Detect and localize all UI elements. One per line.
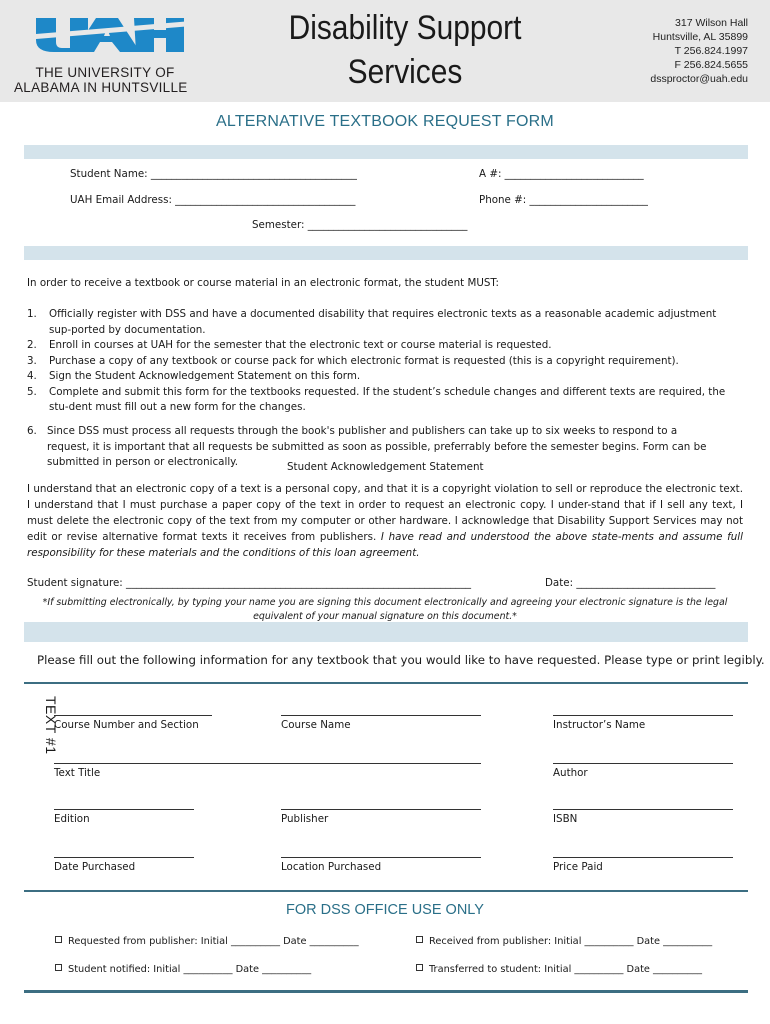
edition-line[interactable] <box>54 809 194 810</box>
divider <box>24 890 748 892</box>
office-item-text: Received from publisher: Initial __________ Date __________ <box>429 936 713 947</box>
office-use-title: FOR DSS OFFICE USE ONLY <box>286 902 484 918</box>
date-purchased-line[interactable] <box>54 857 194 858</box>
ack-title: Student Acknowledgement Statement <box>287 461 484 473</box>
email-line: dssproctor@uah.edu <box>650 73 748 85</box>
email-field[interactable]: UAH Email Address: ___________________________________ <box>70 194 356 206</box>
uah-logo <box>14 12 214 96</box>
date-purchased-label: Date Purchased <box>54 861 136 873</box>
course-name-line[interactable] <box>281 715 481 716</box>
divider <box>24 990 748 993</box>
title-line-1: Disability Support <box>288 9 522 47</box>
text-block-label: TEXT #1 <box>43 696 59 755</box>
checkbox[interactable] <box>55 936 62 943</box>
course-number-label: Course Number and Section <box>54 719 199 731</box>
location-purchased-label: Location Purchased <box>281 861 382 873</box>
requirements-list <box>27 307 741 416</box>
office-item-received[interactable] <box>416 936 712 947</box>
phone-field[interactable]: Phone #: _______________________ <box>479 194 648 206</box>
list-number: 4. <box>27 370 37 382</box>
contact-address <box>600 16 748 86</box>
text-title-line[interactable] <box>54 763 481 764</box>
list-item <box>27 385 741 416</box>
fill-instruction: Please fill out the following information for any textbook that you would like to have requested. Please type or print legibly. <box>37 653 765 667</box>
location-purchased-line[interactable] <box>281 857 481 858</box>
student-name-field[interactable]: Student Name: ________________________________________ <box>70 168 357 180</box>
ack-italic-text: I have read and understood the above state-ments and assume full responsibility for these materials and the conditions of this loan agreement. <box>27 531 743 559</box>
ack-text: I understand that an electronic copy of a text is a personal copy, and that it is a copyright violation to sell or reproduce the electronic text. I understand that I must purchase a paper copy of the text in order to request an electronic copy. I under-stand that if I sell any text, I must delete the electronic copy of the text from my computer or other hardware. I acknowledge that Disability Support Services may not edit or revise alternative format texts it receives from publishers. <box>27 483 743 543</box>
section-band <box>24 145 748 159</box>
semester-field[interactable]: Semester: _______________________________ <box>252 219 468 231</box>
signature-date-field[interactable]: Date: ___________________________ <box>545 577 716 589</box>
list-text: Purchase a copy of any textbook or course pack for which electronic format is requested (this is a copyright requirement). <box>49 354 679 367</box>
checkbox[interactable] <box>55 964 62 971</box>
list-number: 3. <box>27 354 37 367</box>
course-name-label: Course Name <box>281 719 351 731</box>
list-number: 5. <box>27 385 37 398</box>
list-item <box>27 354 741 370</box>
instructor-line[interactable] <box>553 715 733 716</box>
publisher-line[interactable] <box>281 809 481 810</box>
office-item-text: Requested from publisher: Initial __________ Date __________ <box>68 936 359 947</box>
publisher-label: Publisher <box>281 813 329 825</box>
address-line: 317 Wilson Hall <box>675 17 748 29</box>
office-item-text: Transferred to student: Initial __________ Date __________ <box>429 964 703 975</box>
address-line: Huntsville, AL 35899 <box>652 31 748 43</box>
course-number-line[interactable] <box>54 715 212 716</box>
ack-statement <box>27 481 743 561</box>
office-item-requested[interactable] <box>55 936 359 947</box>
list-item <box>27 307 741 338</box>
list-text: Since DSS must process all requests through the book's publisher and publishers can take up to six weeks to respond to a request, it is important that all requests be submitted as soon as possible, preferrably before the semester begins. Form can be submitted in person or electronically. <box>47 425 707 468</box>
isbn-line[interactable] <box>553 809 733 810</box>
list-item <box>27 338 741 354</box>
electronic-signature-note: *If submitting electronically, by typing your name you are signing this document electronically and agreeing your electronic signature is the legal equivalent of your manual signature on this document.* <box>42 597 728 622</box>
list-text: Sign the Student Acknowledgement Statement on this form. <box>49 370 361 382</box>
list-text: Officially register with DSS and have a documented disability that requires electronic texts as a reasonable academic adjustment sup-ported by documentation. <box>49 308 717 336</box>
checkbox[interactable] <box>416 964 423 971</box>
price-paid-label: Price Paid <box>553 861 603 873</box>
office-item-text: Student notified: Initial __________ Date __________ <box>68 964 312 975</box>
list-item <box>27 369 741 385</box>
intro-text: In order to receive a textbook or course material in an electronic format, the student MUST: <box>27 277 500 289</box>
price-paid-line[interactable] <box>553 857 733 858</box>
list-number: 2. <box>27 339 37 351</box>
fax-line: F 256.824.5655 <box>674 59 748 71</box>
instructor-label: Instructor’s Name <box>553 719 646 731</box>
divider <box>24 682 748 684</box>
title-line-2: Services <box>347 53 463 91</box>
author-line[interactable] <box>553 763 733 764</box>
edition-label: Edition <box>54 813 90 825</box>
list-text: Complete and submit this form for the textbooks requested. If the student’s schedule changes and different texts are required, the stu-dent must fill out a new form for the changes. <box>49 385 726 413</box>
list-number: 6. <box>27 425 37 437</box>
a-number-field[interactable]: A #: ___________________________ <box>479 168 644 180</box>
author-label: Author <box>553 767 588 779</box>
form-title: ALTERNATIVE TEXTBOOK REQUEST FORM <box>216 113 554 130</box>
isbn-label: ISBN <box>553 813 578 825</box>
logo-line-2: ALABAMA IN HUNTSVILLE <box>14 80 188 95</box>
signature-field[interactable]: Student signature: ___________________________________________________________________ <box>27 577 471 589</box>
page-title <box>286 6 524 94</box>
list-text: Enroll in courses at UAH for the semester that the electronic text or course material is requested. <box>49 339 552 351</box>
phone-line: T 256.824.1997 <box>674 45 748 57</box>
office-item-notified[interactable] <box>55 964 311 975</box>
logo-line-1: THE UNIVERSITY OF <box>35 65 175 80</box>
office-item-transferred[interactable] <box>416 964 702 975</box>
section-band <box>24 622 748 642</box>
checkbox[interactable] <box>416 936 423 943</box>
section-band <box>24 246 748 260</box>
text-title-label: Text Title <box>54 767 101 779</box>
list-number: 1. <box>27 308 37 320</box>
uah-logo-mark <box>14 12 214 60</box>
